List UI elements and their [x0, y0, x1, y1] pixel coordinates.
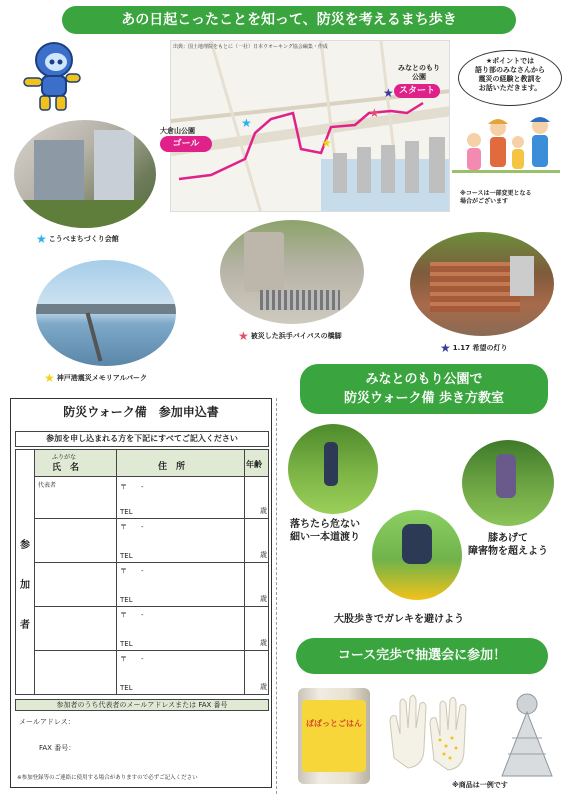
caption-stride: 大股歩きでガレキを避けよう — [334, 614, 464, 625]
start-label-small: みなとのもり 公園 — [398, 64, 440, 81]
map-source-text: 出典：国土地理院をもとに（一社）日本ウオーキング協会編集・作成 — [173, 44, 328, 50]
goal-label-small: 大倉山公園 — [160, 127, 195, 135]
speech-bubble — [458, 50, 562, 106]
rep-label: 代表者 — [38, 482, 57, 489]
prize-gloves — [384, 688, 476, 776]
row-4-age-unit: 歳 — [260, 639, 267, 647]
fax-label: FAX 番号： — [39, 744, 76, 752]
caption-point-1-text: こうべまちづくり会館 — [48, 235, 119, 243]
top-banner-text: あの日起こったことを知って、防災を考えるまち歩き — [121, 12, 457, 28]
photo-big-stride — [372, 510, 462, 600]
contact-header: 参加者のうち代表者のメールアドレスまたは FAX 番号 — [15, 699, 269, 711]
class-banner-line-1: みなとのもり公園で — [365, 372, 483, 387]
row-2-postal: 〒 - — [120, 523, 144, 531]
course-note: ※コースは一部変更となる 場合がございます — [460, 190, 532, 205]
robot-mascot-illustration — [16, 38, 86, 114]
row-1-age-unit: 歳 — [260, 507, 267, 515]
participant-table — [15, 449, 269, 695]
caption-point-1 — [36, 233, 119, 245]
caption-point-2 — [238, 330, 342, 342]
photo-machizukuri-kaikan — [14, 120, 156, 228]
storytellers-illustration — [452, 110, 560, 190]
caption-point-4-text: 神戸港震災メモリアルパーク — [56, 374, 147, 382]
star-icon-navy: ★ — [383, 86, 394, 100]
row-1-tel: TEL — [120, 508, 133, 516]
col-name: 氏 名 — [52, 463, 80, 473]
star-icon-blue: ★ — [241, 116, 252, 130]
star-icon-navy: ★ — [440, 341, 451, 355]
caption-point-2-text: 被災した浜手バイパスの橋脚 — [250, 332, 342, 340]
mail-label: メールアドレス： — [19, 718, 75, 726]
caption-point-3 — [440, 342, 507, 354]
speech-bubble-text: ★ポイントでは 語り部のみなさんから 震災の経験と教訓を お話いただきます。 — [475, 57, 545, 92]
row-1-postal: 〒 - — [120, 483, 144, 491]
row-4-tel: TEL — [120, 640, 133, 648]
star-icon-red: ★ — [238, 329, 249, 343]
row-4-postal: 〒 - — [120, 611, 144, 619]
prize-can-label: ぱぱっとごはん — [306, 719, 362, 728]
form-note: ※参加登録等のご連絡に使用する場合がありますので必ずご記入ください — [17, 775, 198, 781]
photo-bridge-pier — [220, 220, 364, 324]
caption-point-3-text: 1.17 希望の灯り — [452, 344, 508, 352]
goal-label: ゴール — [160, 136, 212, 152]
row-2-tel: TEL — [120, 552, 133, 560]
prize-can — [298, 688, 370, 784]
prize-poncho — [496, 688, 558, 784]
class-banner — [300, 364, 548, 414]
star-icon-yellow: ★ — [321, 136, 332, 150]
col-address: 住 所 — [158, 462, 186, 472]
form-title: 防災ウォーク備 参加申込書 — [63, 405, 219, 419]
caption-knee: 膝あげて 障害物を超えよう — [468, 533, 548, 557]
row-5-age-unit: 歳 — [260, 683, 267, 691]
photo-balance-walk — [288, 424, 378, 514]
class-banner-line-2: 防災ウォーク備 歩き方教室 — [343, 391, 504, 406]
row-2-age-unit: 歳 — [260, 551, 267, 559]
row-5-tel: TEL — [120, 684, 133, 692]
row-3-postal: 〒 - — [120, 567, 144, 575]
photo-knee-up — [462, 440, 554, 526]
row-3-tel: TEL — [120, 596, 133, 604]
col-age: 年齢 — [246, 460, 262, 469]
star-icon-blue: ★ — [36, 232, 47, 246]
cut-line — [276, 398, 277, 794]
star-icon-yellow: ★ — [44, 371, 55, 385]
side-label: 参加者 — [20, 540, 30, 631]
photo-hope-light — [410, 232, 554, 336]
col-furigana: ふりがな — [52, 454, 77, 461]
caption-point-4 — [44, 372, 147, 384]
row-5-postal: 〒 - — [120, 655, 144, 663]
star-icon-red: ★ — [369, 106, 380, 120]
prize-note: ※商品は一例です — [452, 781, 508, 789]
top-banner — [62, 6, 516, 34]
prize-banner-text: コース完歩で抽選会に参加！ — [337, 648, 507, 663]
application-form — [10, 398, 272, 788]
start-label: スタート — [394, 84, 440, 98]
photo-memorial-park — [36, 260, 176, 366]
row-3-age-unit: 歳 — [260, 595, 267, 603]
prize-banner — [296, 638, 548, 674]
caption-balance: 落ちたら危ない 細い一本道渡り — [290, 519, 360, 543]
form-instruction: 参加を申し込まれる方を下記にすべてご記入ください — [15, 431, 269, 447]
